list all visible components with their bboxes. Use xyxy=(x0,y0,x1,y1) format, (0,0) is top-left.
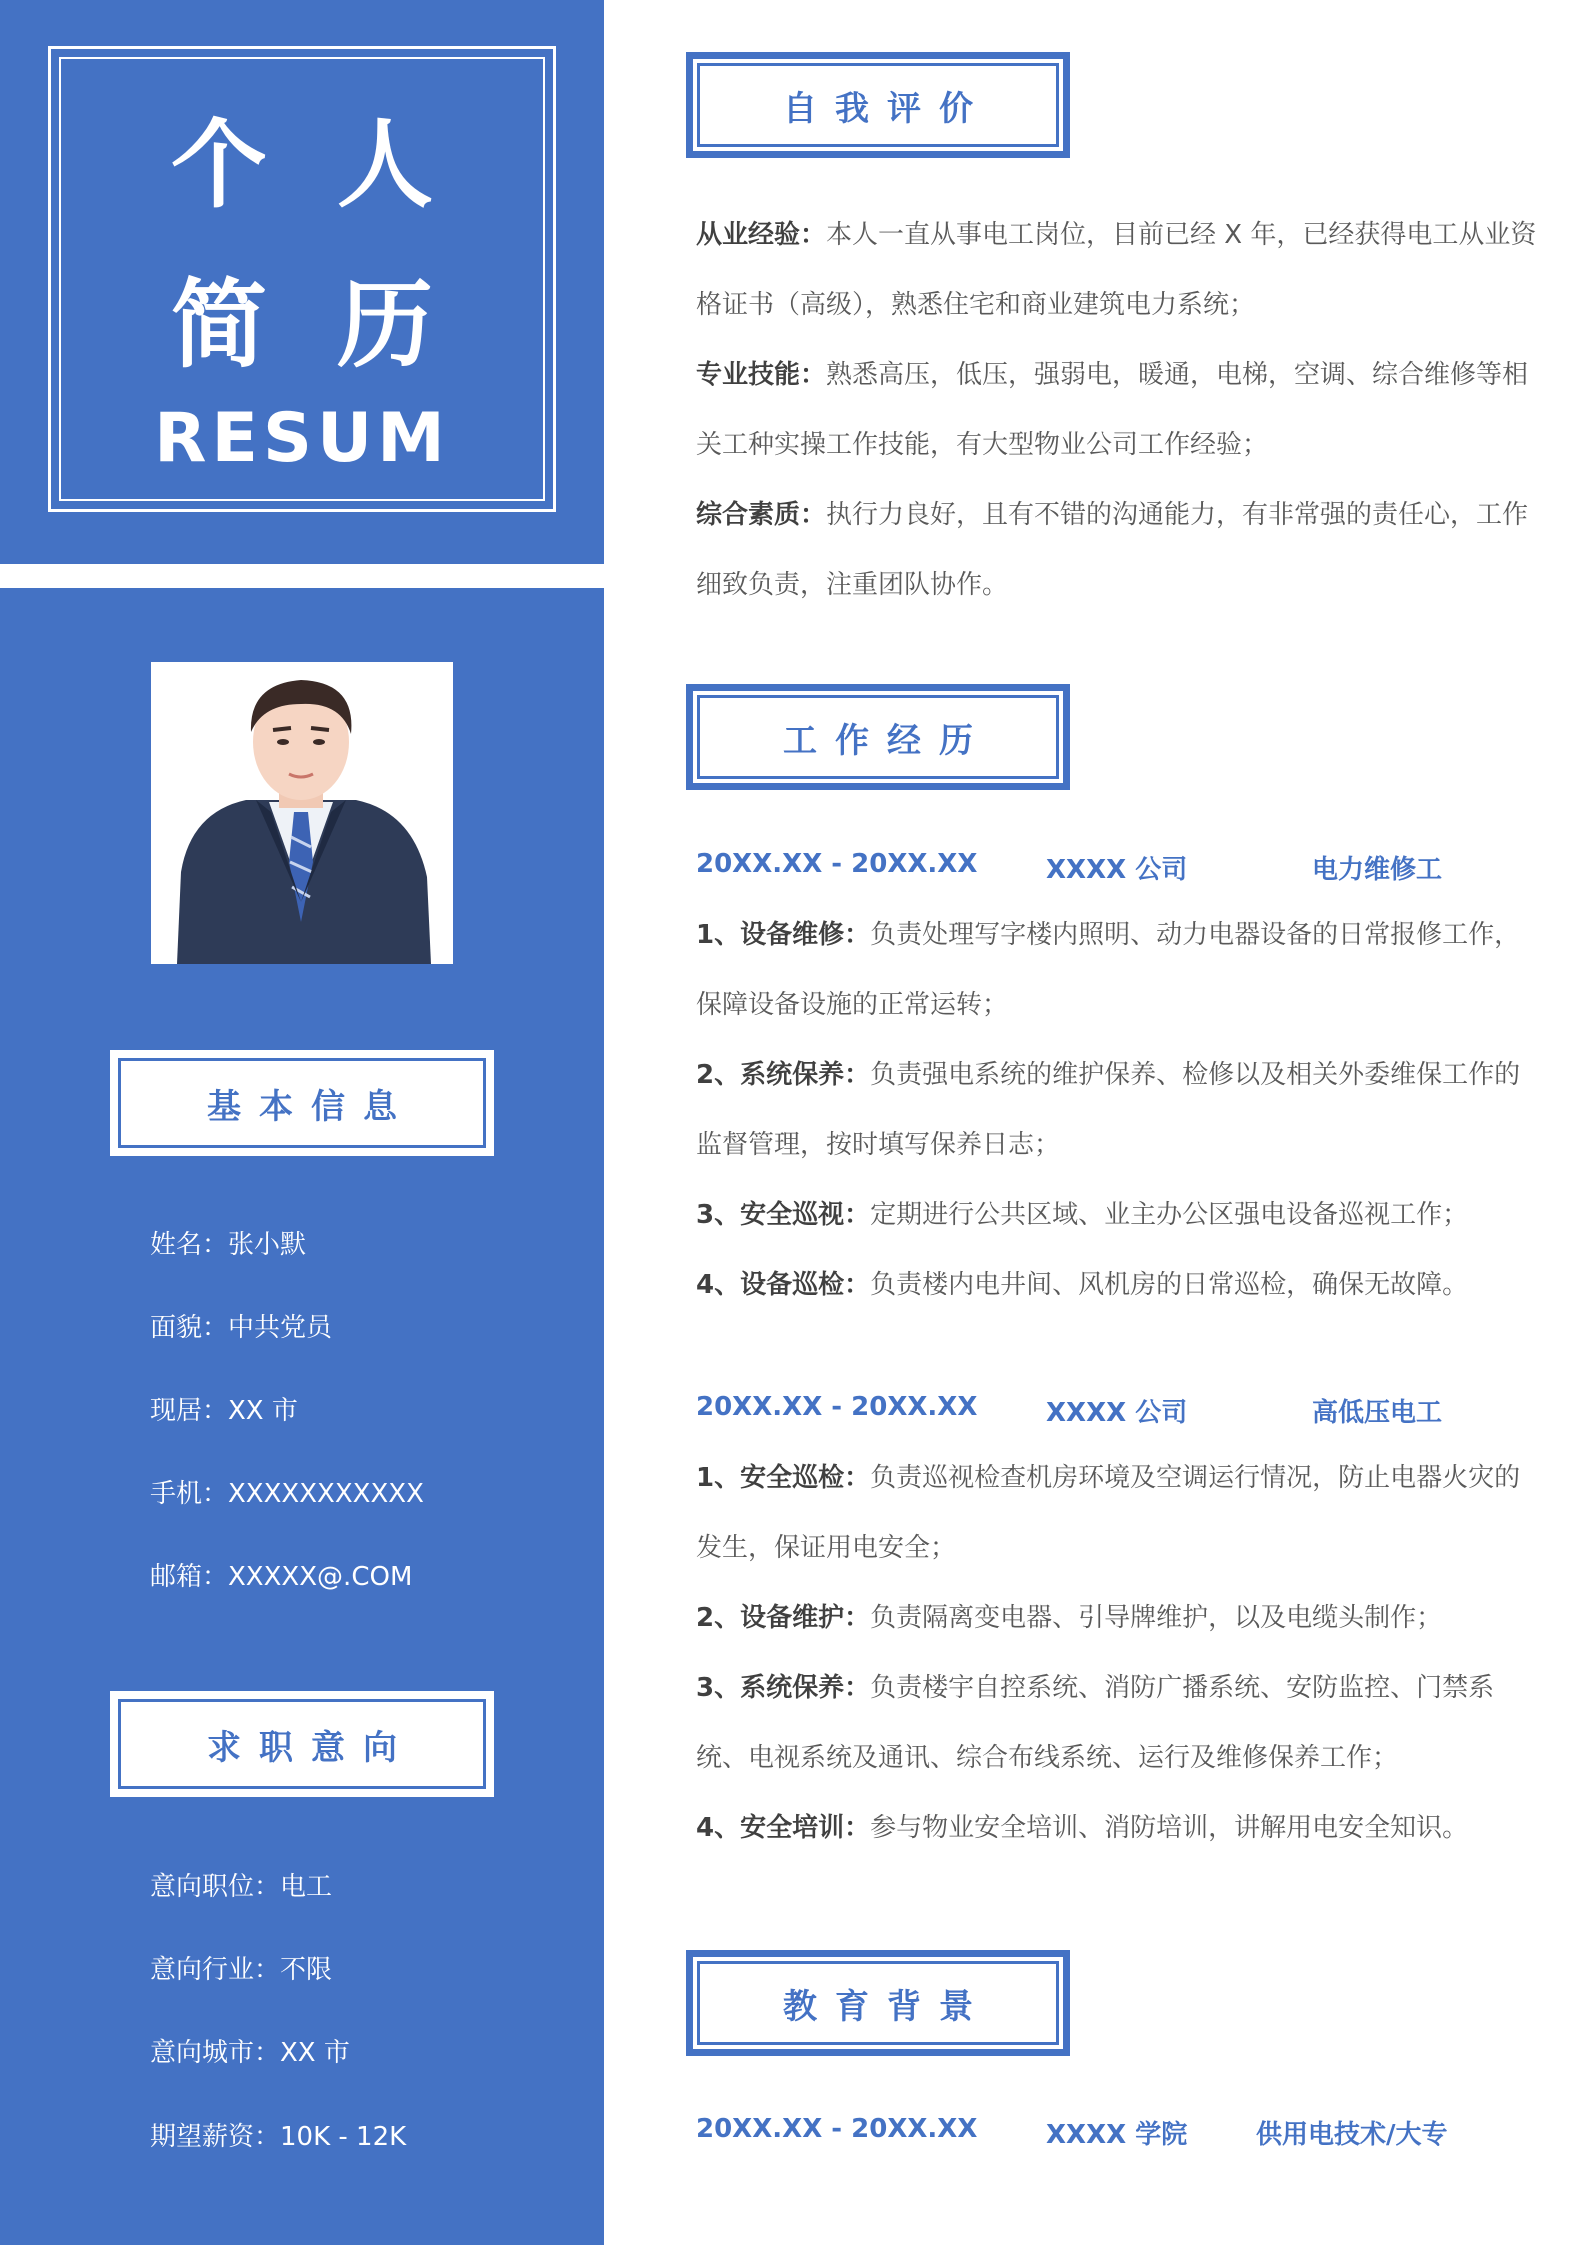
job-duties xyxy=(696,900,1544,1320)
job-company: XXXX 公司 xyxy=(1046,1398,1188,1428)
duty-item: 4、安全培训：参与物业安全培训、消防培训，讲解用电安全知识。 xyxy=(696,1813,1469,1843)
duty-item: 3、安全巡视：定期进行公共区域、业主办公区强电设备巡视工作； xyxy=(696,1200,1469,1230)
job-period: 20XX.XX - 20XX.XX xyxy=(696,849,978,879)
self-eval-item: 专业技能：熟悉高压，低压，强弱电，暖通，电梯，空调、综合维修等相关工种实操工作技能，有大型物业公司工作经验； xyxy=(696,360,1529,460)
self-eval-item: 综合素质：执行力良好，且有不错的沟通能力，有非常强的责任心，工作细致负责，注重团队协作。 xyxy=(696,500,1529,600)
duty-item: 3、系统保养：负责楼宇自控系统、消防广播系统、安防监控、门禁系统、电视系统及通讯、综合布线系统、运行及维修保养工作； xyxy=(696,1673,1495,1773)
duty-item: 4、设备巡检：负责楼内电井间、风机房的日常巡检，确保无故障。 xyxy=(696,1270,1469,1300)
job-period: 20XX.XX - 20XX.XX xyxy=(696,1392,978,1422)
education-period: 20XX.XX - 20XX.XX xyxy=(696,2114,978,2144)
avatar xyxy=(151,662,453,964)
education-heading: 教育背景 xyxy=(686,1950,1070,2056)
title-frame xyxy=(48,46,556,512)
duty-item: 1、设备维修：负责处理写字楼内照明、动力电器设备的日常报修工作，保障设备设施的正常运转； xyxy=(696,920,1521,1020)
intent-industry: 意向行业：不限 xyxy=(150,1955,333,1985)
info-residence: 现居：XX 市 xyxy=(150,1396,298,1426)
job-role: 电力维修工 xyxy=(1312,855,1443,885)
info-phone: 手机：XXXXXXXXXXX xyxy=(150,1479,424,1509)
job-duties xyxy=(696,1443,1544,1863)
self-eval-heading: 自我评价 xyxy=(686,52,1070,158)
title-line-1: 个人 xyxy=(171,109,503,221)
job-header xyxy=(696,849,1556,889)
education-row xyxy=(696,2114,1556,2154)
education-school: XXXX 学院 xyxy=(1046,2120,1188,2150)
self-eval-block xyxy=(696,200,1544,620)
work-heading: 工作经历 xyxy=(686,684,1070,790)
title-line-2: 简历 xyxy=(171,269,503,381)
job-header xyxy=(696,1392,1556,1432)
duty-item: 1、安全巡检：负责巡视检查机房环境及空调运行情况，防止电器火灾的发生，保证用电安全； xyxy=(696,1463,1521,1563)
job-role: 高低压电工 xyxy=(1312,1398,1443,1428)
duty-item: 2、系统保养：负责强电系统的维护保养、检修以及相关外委维保工作的监督管理，按时填写保养日志； xyxy=(696,1060,1521,1160)
title-panel xyxy=(0,0,604,564)
self-eval-item: 从业经验：本人一直从事电工岗位，目前已经 X 年，已经获得电工从业资格证书（高级），熟悉住宅和商业建筑电力系统； xyxy=(696,220,1537,320)
info-name: 姓名：张小默 xyxy=(150,1230,307,1260)
intent-position: 意向职位：电工 xyxy=(150,1872,333,1902)
intent-heading: 求职意向 xyxy=(110,1691,494,1797)
duty-item: 2、设备维护：负责隔离变电器、引导牌维护，以及电缆头制作； xyxy=(696,1603,1443,1633)
avatar-illustration-icon xyxy=(151,662,453,964)
info-politics: 面貌：中共党员 xyxy=(150,1313,333,1343)
job-company: XXXX 公司 xyxy=(1046,855,1188,885)
info-email: 邮箱：XXXXX@.COM xyxy=(150,1562,413,1592)
intent-city: 意向城市：XX 市 xyxy=(150,2038,350,2068)
title-line-3: RESUM xyxy=(154,399,450,478)
basic-info-heading: 基本信息 xyxy=(110,1050,494,1156)
intent-salary: 期望薪资：10K - 12K xyxy=(150,2122,407,2152)
education-major: 供用电技术/大专 xyxy=(1256,2120,1448,2150)
